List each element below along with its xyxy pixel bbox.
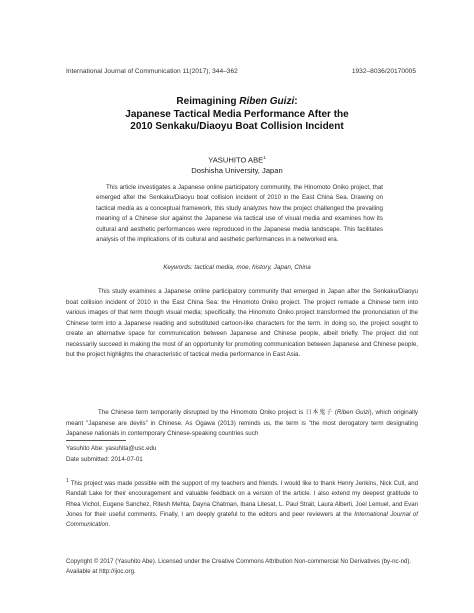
author-affiliation: Doshisha University, Japan — [191, 166, 283, 176]
date-submitted: Date submitted: 2014-07-01 — [66, 455, 143, 463]
para2-part-a: The Chinese term temporarily disrupted by the Hinomoto Oniko project is 日本鬼子 ( — [98, 409, 337, 416]
footnote-1 — [66, 476, 418, 531]
para2-italic: Riben Guizi — [336, 409, 370, 416]
author-name-line — [60, 153, 414, 166]
keywords — [60, 264, 414, 271]
keywords-terms: tactical media, moe, history, Japan, China — [194, 264, 311, 271]
footnote-text-a: This project was made possible with the support of my teachers and friends. I would like to thank Henry Jenkins, Nick Cull, and Randall Lake for their encouragement and valuable feedback on a version of the article. I also extend my deepest gratitude to Rhea Vichot, Eugene Sanchez, Ritesh Mehta, Dayna Chatman, Ibana Litesat, L. Paul Strait, Laura Alberti, Joel Lemuel, and Evan Jones for their useful comments. Finally, I am deeply grateful to the editors and peer reviewers at the — [66, 480, 418, 518]
title-prefix: Reimagining — [176, 96, 240, 107]
author-footnote-mark: 1 — [263, 155, 266, 160]
author-block — [60, 153, 414, 177]
footnote-divider — [66, 440, 126, 441]
title-italic: Riben Guizi — [239, 96, 295, 107]
title-line-3: 2010 Senkaku/Diaoyu Boat Collision Incident — [130, 121, 344, 132]
footnote-mark: 1 — [66, 478, 69, 484]
body-paragraph-1: This study examines a Japanese online participatory community that emerged in Japan after the Senkaku/Diaoyu boat collision incident of 2010 in the East China Sea: the Hinomoto Oniko project. The project remade a Chinese term into various images of that term though visual media; specifically, the Hinomoto Oniko project transformed the pronunciation of the Chinese term into a Japanese reading and substituted cartoon-like characters for the term. In doing so, the project sought to create an alternative space for communication between Japanese and Chinese people, albeit briefly. The project did not necessarily succeed in making the most of an opportunity for promoting communication between Japanese and Chinese people, but the project highlights the characteristic of tactical media performance in East Asia. — [66, 288, 418, 358]
author-email: Yasuhito Abe: yasuhita@usc.edu — [66, 445, 157, 452]
footnote-italic: International Journal of Communication — [66, 510, 419, 529]
footnote-text-b: . — [108, 521, 111, 529]
title-line-2: Japanese Tactical Media Performance After the — [125, 108, 349, 120]
para2-part-b: ), which originally meant "Japanese are devils" in Chinese. As Ogawa (2013) reminds us, the term is "the most derogatory term designating Japanese nationals in contemporary Chinese-speaking countries such — [66, 409, 418, 437]
issn: 1932–8036/20170005 — [351, 68, 416, 75]
abstract: This article investigates a Japanese online participatory community, the Hinomoto Oniko project, that emerged after the Senkaku/Diaoyu boat collision incident of 2010 in the East China Sea. Drawing on tactical media as a conceptual framework, this study analyzes how the project challenged the prevailing meaning of a Chinese slur against the Japanese via tactical use of visual media and examines how its cultural and aesthetic performances were reproduced in the Japanese media landscape. This facilitates analysis of the implications of its cultural and aesthetic performances in a networked era. — [96, 184, 383, 244]
contact-info — [66, 444, 156, 465]
keywords-label: Keywords: — [163, 264, 193, 271]
author-name: YASUHITO ABE — [208, 155, 264, 165]
body-paragraph-2 — [66, 408, 418, 440]
copyright-notice: Copyright © 2017 (Yasuhito Abe). Licensed under the Creative Commons Attribution Non-commercial No Derivatives (by-nc-nd). Available at http://ijoc.org. — [66, 558, 412, 576]
title-line-1 — [60, 96, 414, 109]
journal-citation: International Journal of Communication 11(2017), 344–362 — [66, 68, 238, 75]
article-title — [60, 96, 414, 134]
title-suffix: : — [294, 96, 298, 107]
